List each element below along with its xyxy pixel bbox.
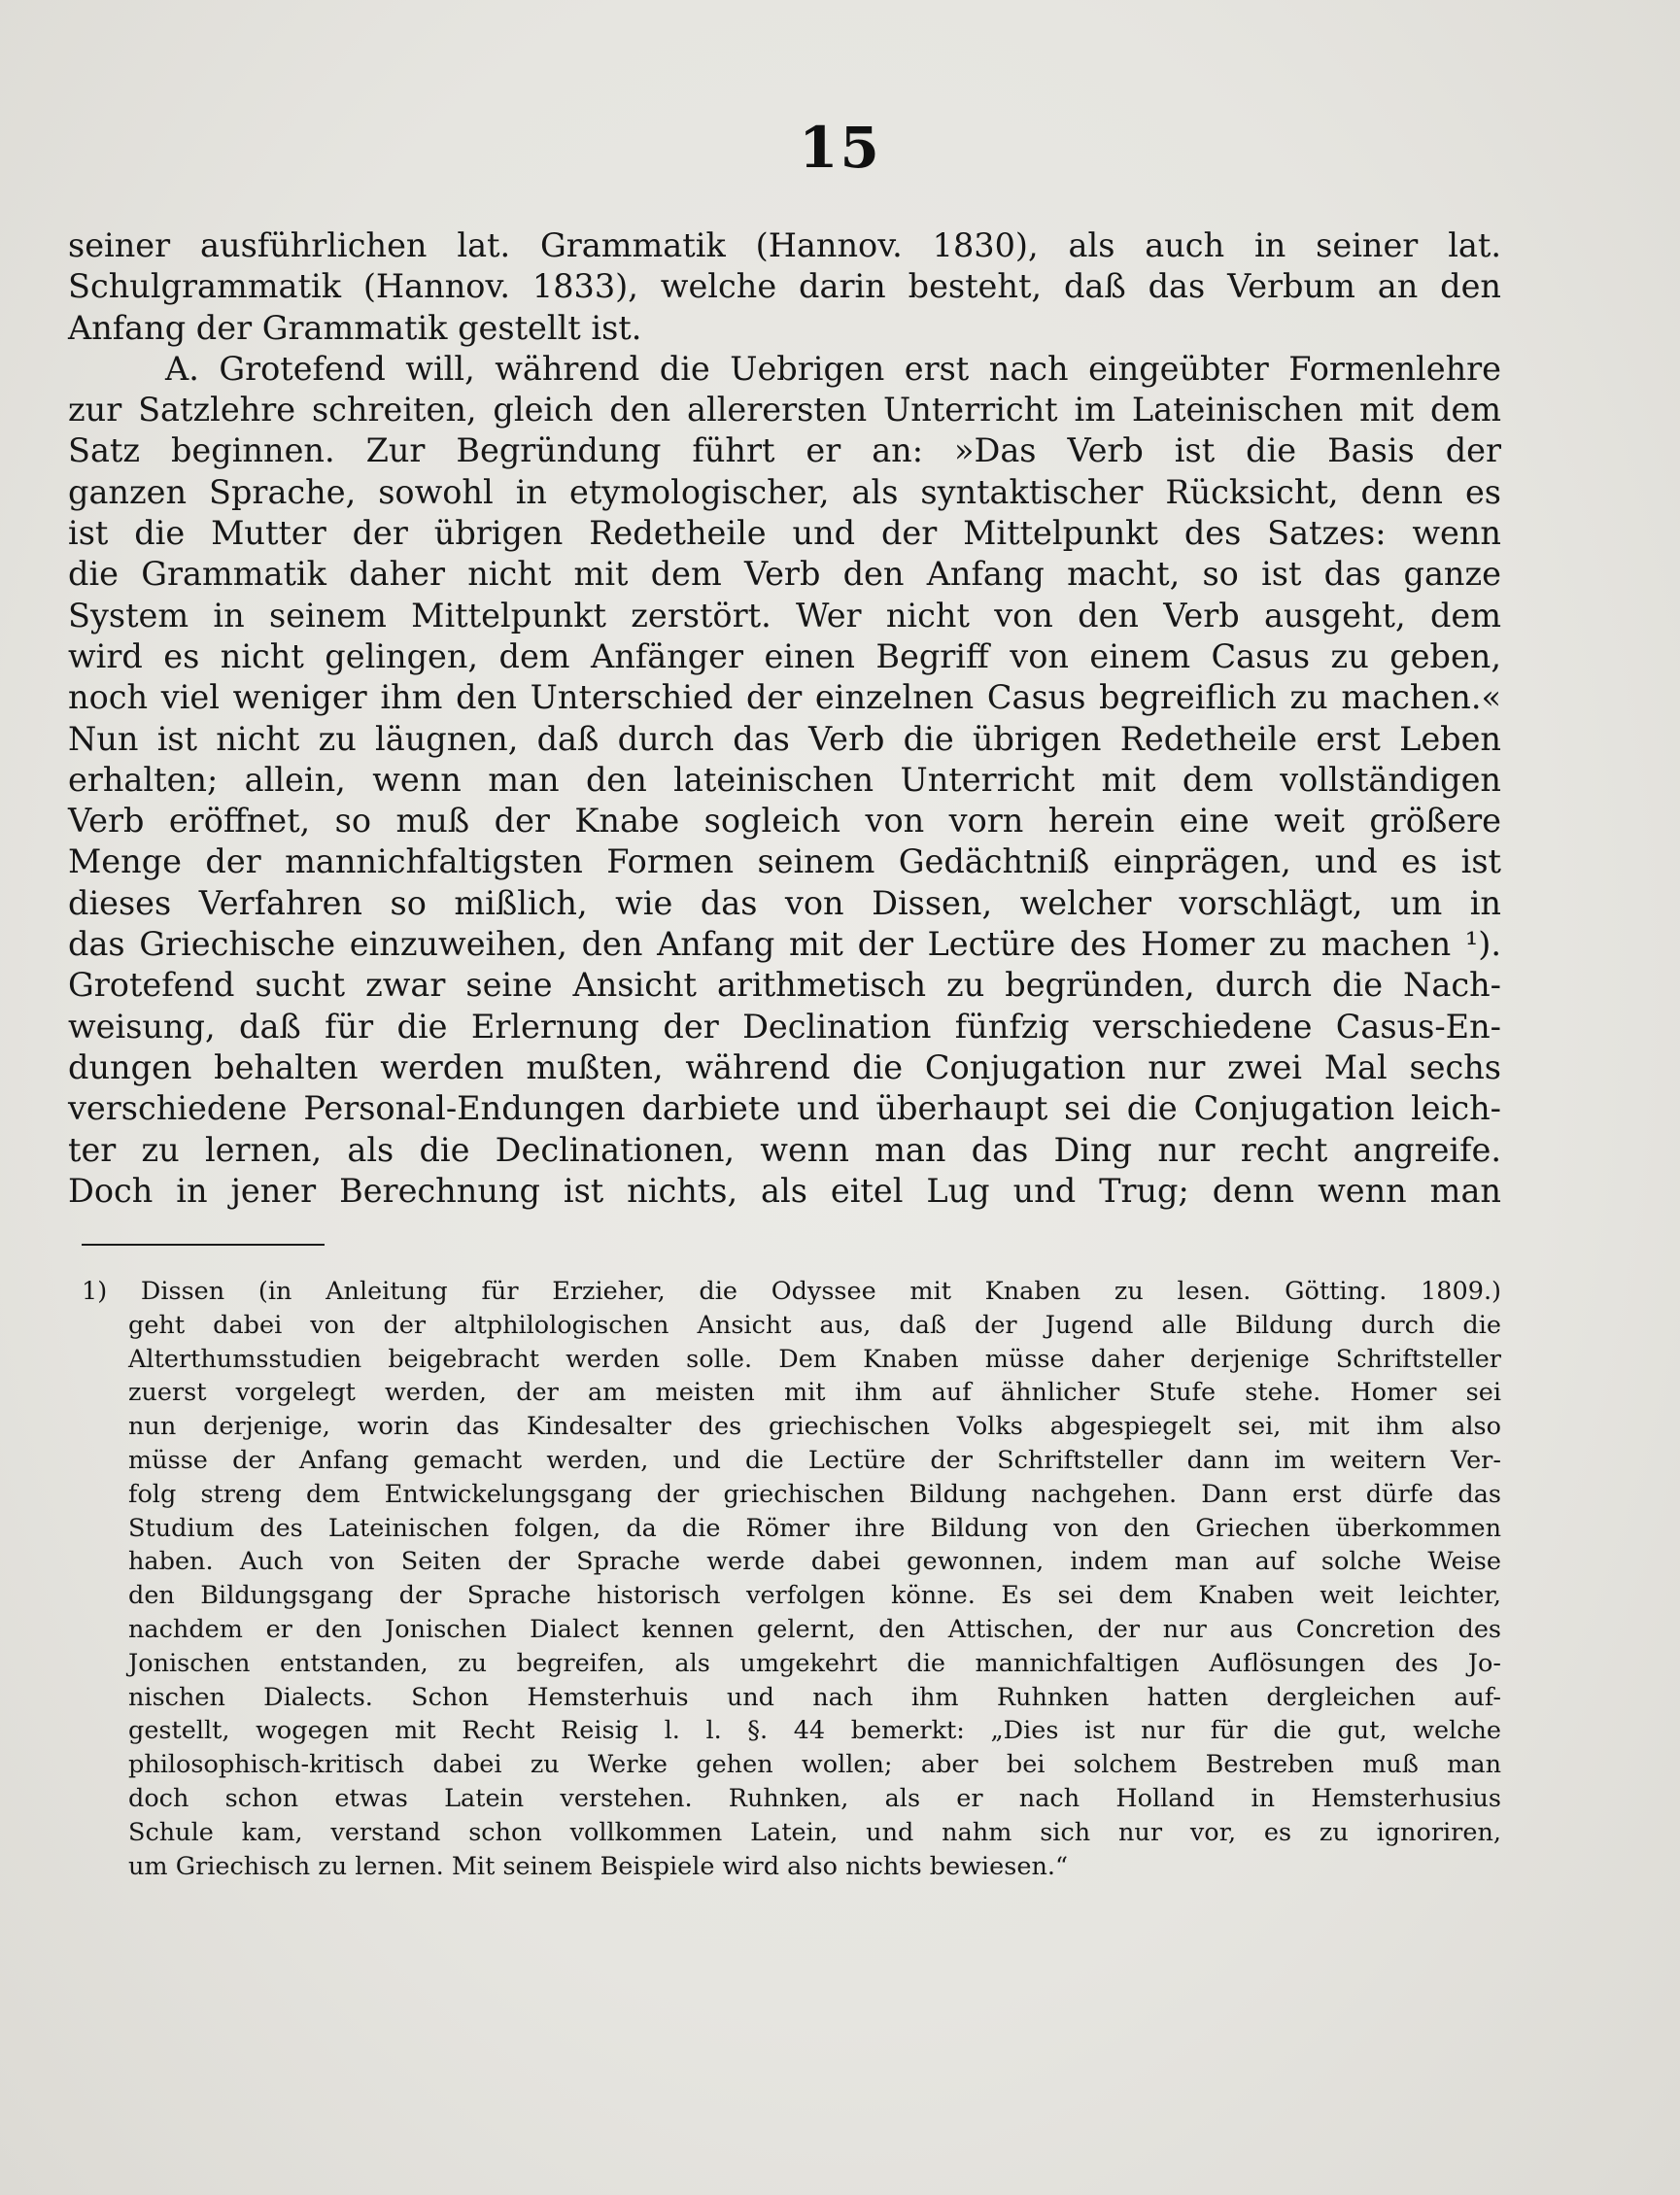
text-line: die Grammatik daher nicht mit dem Verb den Anfang macht, so ist das ganze xyxy=(68,555,1501,594)
text-line: Anfang der Grammatik gestellt ist. xyxy=(68,308,642,347)
text-line: verschiedene Personal-Endungen darbiete und überhaupt sei die Conjugation leich- xyxy=(68,1089,1501,1128)
text-line: Grotefend sucht zwar seine Ansicht arithmetisch zu begründen, durch die Nach- xyxy=(68,966,1501,1005)
footnote-line: zuerst vorgelegt werden, der am meisten mit ihm auf ähnlicher Stufe stehe. Homer sei xyxy=(128,1378,1501,1408)
footnote-line: den Bildungsgang der Sprache historisch verfolgen könne. Es sei dem Knaben weit leichter, xyxy=(128,1581,1501,1611)
text-line: dungen behalten werden mußten, während die Conjugation nur zwei Mal sechs xyxy=(68,1047,1501,1086)
main-text xyxy=(68,225,1501,1212)
text-line: Doch in jener Berechnung ist nichts, als eitel Lug und Trug; denn wenn man xyxy=(68,1171,1501,1210)
text-line: Nun ist nicht zu läugnen, daß durch das Verb die übrigen Redetheile erst Leben xyxy=(68,719,1501,758)
text-line: seiner ausführlichen lat. Grammatik (Hannov. 1830), als auch in seiner lat. xyxy=(68,226,1501,264)
footnote-line: 1) Dissen (in Anleitung für Erzieher, die Odyssee mit Knaben zu lesen. Götting. 1809.) xyxy=(82,1277,1501,1306)
text-line: erhalten; allein, wenn man den lateinischen Unterricht mit dem vollständigen xyxy=(68,760,1501,799)
footnote-line: Schule kam, verstand schon vollkommen Latein, und nahm sich nur vor, es zu ignoriren, xyxy=(128,1817,1501,1847)
text-line: ganzen Sprache, sowohl in etymologischer, als syntaktischer Rücksicht, denn es xyxy=(68,472,1501,511)
footnote-line: nischen Dialects. Schon Hemsterhuis und nach ihm Ruhnken hatten dergleichen auf- xyxy=(128,1682,1501,1712)
text-line: das Griechische einzuweihen, den Anfang mit der Lectüre des Homer zu machen ¹). xyxy=(68,925,1501,964)
text-line: Menge der mannichfaltigsten Formen seinem Gedächtniß einprägen, und es ist xyxy=(68,842,1501,881)
footnote-line: müsse der Anfang gemacht werden, und die Lectüre der Schriftsteller dann im weitern Ver- xyxy=(128,1445,1501,1475)
footnote-line: geht dabei von der altphilologischen Ansicht aus, daß der Jugend alle Bildung durch die xyxy=(128,1310,1501,1340)
footnote-line: haben. Auch von Seiten der Sprache werde dabei gewonnen, indem man auf solche Weise xyxy=(128,1547,1501,1577)
text-line: ist die Mutter der übrigen Redetheile und der Mittelpunkt des Satzes: wenn xyxy=(68,514,1501,553)
footnote-line: nun derjenige, worin das Kindesalter des griechischen Volks abgespiegelt sei, mit ihm also xyxy=(128,1412,1501,1442)
text-line: dieses Verfahren so mißlich, wie das von Dissen, welcher vorschlägt, um in xyxy=(68,883,1501,922)
footnote-line: folg streng dem Entwickelungsgang der griechischen Bildung nachgehen. Dann erst dürfe das xyxy=(128,1479,1501,1509)
footnote-divider xyxy=(82,1244,325,1246)
text-line: A. Grotefend will, während die Uebrigen erst nach eingeübter Formenlehre xyxy=(165,349,1501,388)
footnote-line: Alterthumsstudien beigebracht werden solle. Dem Knaben müsse daher derjenige Schriftsteller xyxy=(128,1344,1501,1374)
footnote-line: doch schon etwas Latein verstehen. Ruhnken, als er nach Holland in Hemsterhusius xyxy=(128,1783,1501,1813)
text-line: Schulgrammatik (Hannov. 1833), welche darin besteht, daß das Verbum an den xyxy=(68,267,1501,306)
footnote xyxy=(82,1275,1501,1883)
text-line: Satz beginnen. Zur Begründung führt er an: »Das Verb ist die Basis der xyxy=(68,431,1501,470)
footnote-line: Studium des Lateinischen folgen, da die Römer ihre Bildung von den Griechen überkommen xyxy=(128,1513,1501,1543)
text-line: zur Satzlehre schreiten, gleich den allerersten Unterricht im Lateinischen mit dem xyxy=(68,391,1501,429)
footnote-line: nachdem er den Jonischen Dialect kennen gelernt, den Attischen, der nur aus Concretion des xyxy=(128,1614,1501,1644)
text-line: ter zu lernen, als die Declinationen, wenn man das Ding nur recht angreife. xyxy=(68,1130,1501,1169)
text-line: weisung, daß für die Erlernung der Declination fünfzig verschiedene Casus-En- xyxy=(68,1007,1501,1046)
text-line: Verb eröffnet, so muß der Knabe sogleich von vorn herein eine weit größere xyxy=(68,802,1501,840)
text-line: wird es nicht gelingen, dem Anfänger einen Begriff von einem Casus zu geben, xyxy=(68,636,1501,675)
footnote-line: philosophisch-kritisch dabei zu Werke gehen wollen; aber bei solchem Bestreben muß man xyxy=(128,1750,1501,1780)
text-line: System in seinem Mittelpunkt zerstört. Wer nicht von den Verb ausgeht, dem xyxy=(68,596,1501,634)
footnote-line: gestellt, wogegen mit Recht Reisig l. l. §. 44 bemerkt: „Dies ist nur für die gut, welche xyxy=(128,1716,1501,1746)
page-number: 15 xyxy=(799,115,881,181)
text-line: noch viel weniger ihm den Unterschied der einzelnen Casus begreiflich zu machen.« xyxy=(68,678,1501,717)
footnote-line: Jonischen entstanden, zu begreifen, als umgekehrt die mannichfaltigen Auflösungen des Jo- xyxy=(128,1648,1501,1678)
footnote-line: um Griechisch zu lernen. Mit seinem Beispiele wird also nichts bewiesen.“ xyxy=(128,1851,1069,1881)
